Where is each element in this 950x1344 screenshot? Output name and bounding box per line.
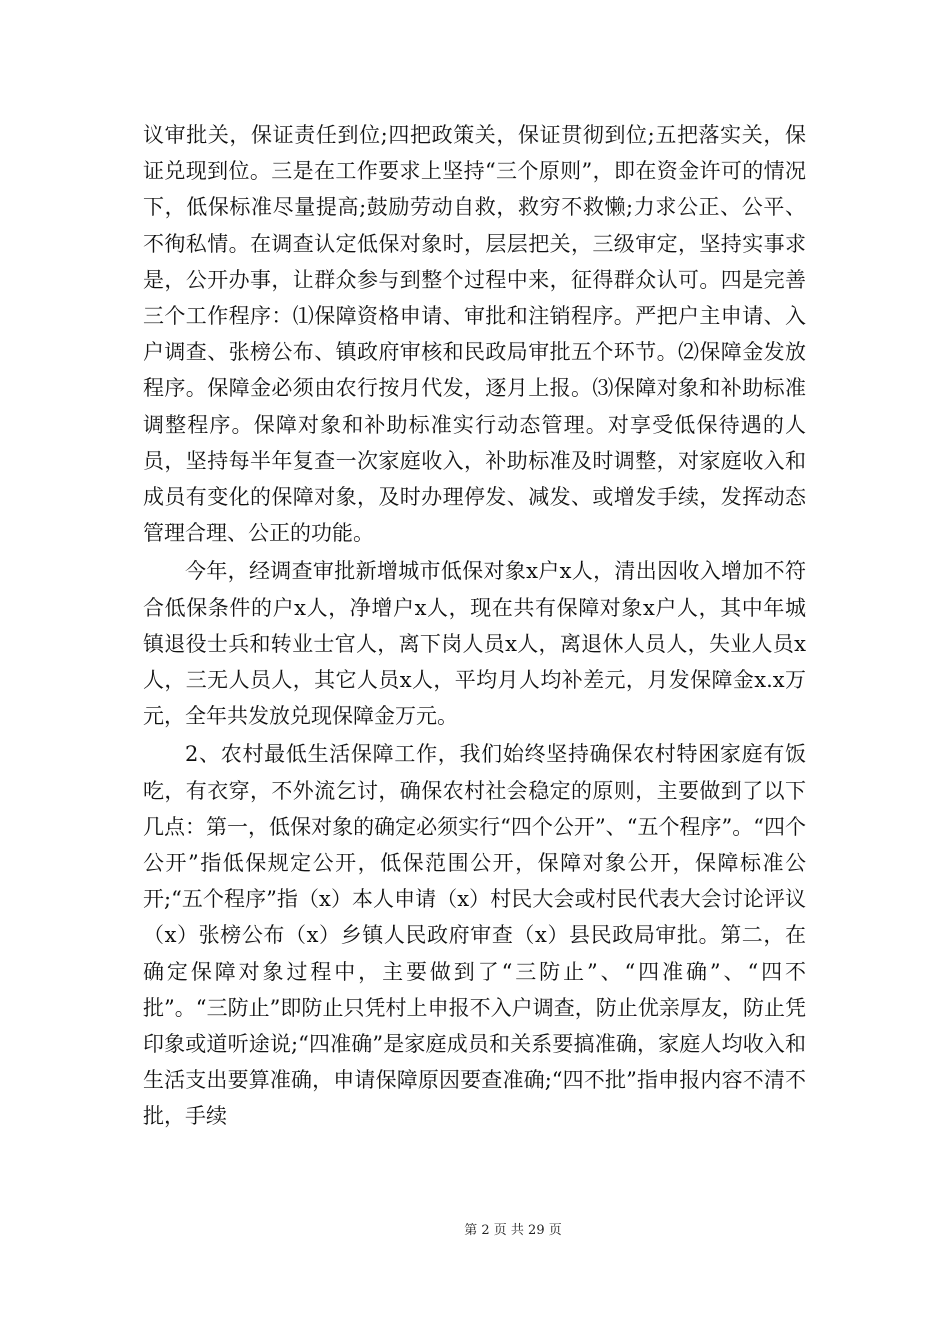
paragraph-urban-low-income: 今年，经调查审批新增城市低保对象x户x人，清出因收入增加不符合低保条件的户x人，净增户x人，现在共有保障对象x户人，其中年城镇退役士兵和转业士官人，离下岗人员x人，离退休人员人，失业人员x人，三无人员人，其它人员x人，平均月人均补差元，月发保障金x.x万元，全年共发放兑现保障金万元。 [143,559,806,729]
paragraph-continued: 议审批关，保证责任到位;四把政策关，保证贯彻到位;五把落实关，保证兑现到位。三是在工作要求上坚持“三个原则”，即在资金许可的情况下，低保标准尽量提高;鼓励劳动自救，救穷不救懒;力求公正、公平、不徇私情。在调查认定低保对象时，层层把关，三级审定，坚持实事求是，公开办事，让群众参与到整个过程中来，征得群众认可。四是完善三个工作程序：⑴保障资格申请、审批和注销程序。严把户主申请、入户调查、张榜公布、镇政府审核和民政局审批五个环节。⑵保障金发放程序。保障金必须由农行按月代发，逐月上报。⑶保障对象和补助标准调整程序。保障对象和补助标准实行动态管理。对享受低保待遇的人员，坚持每半年复查一次家庭收入，补助标准及时调整，对家庭收入和成员有变化的保障对象，及时办理停发、减发、或增发手续，发挥动态管理合理、公正的功能。 [143,123,806,546]
document-body [143,117,806,1135]
paragraph-rural-low-income: 2、农村最低生活保障工作，我们始终坚持确保农村特困家庭有饭吃，有衣穿，不外流乞讨，确保农村社会稳定的原则，主要做到了以下几点：第一，低保对象的确定必须实行“四个公开”、“五个程序”。“四个公开”指低保规定公开，低保范围公开，保障对象公开，保障标准公开;“五个程序”指（x）本人申请（x）村民大会或村民代表大会讨论评议（x）张榜公布（x）乡镇人民政府审查（x）县民政局审批。第二，在确定保障对象过程中，主要做到了“三防止”、“四准确”、“四不批”。“三防止”即防止只凭村上申报不入户调查，防止优亲厚友，防止凭印象或道听途说;“四准确”是家庭成员和关系要搞准确，家庭人均收入和生活支出要算准确，申请保障原因要查准确;“四不批”指申报内容不清不批，手续 [143,742,806,1129]
page-number-footer: 第 2 页 共 29 页 [464,1223,562,1238]
